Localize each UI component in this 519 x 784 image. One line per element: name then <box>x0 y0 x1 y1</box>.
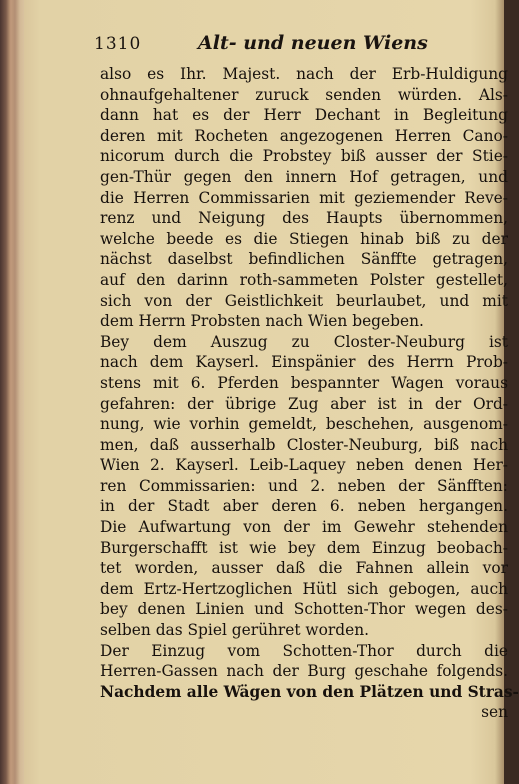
text-line: ren Commissarien: und 2. neben der Sänfften: <box>100 476 508 495</box>
paragraph-first-line: Bey dem Auszug zu Closter-Neuburg ist <box>100 332 508 351</box>
paragraph-last-line: selben das Spiel gerühret worden. <box>100 621 369 640</box>
text-line: gen-Thür gegen den innern Hof getragen, und <box>100 167 508 186</box>
text-line: nach dem Kayserl. Einspänier des Herrn Prob- <box>100 353 508 372</box>
text-line: Burgerschafft ist wie bey dem Einzug beobach- <box>100 538 508 557</box>
text-line: auf den darinn roth-sammeten Polster gestellet, <box>100 270 508 289</box>
text-line: Die Aufwartung von der im Gewehr stehenden <box>100 518 508 537</box>
text-line: bey denen Linien und Schotten-Thor wegen des- <box>100 600 508 619</box>
body-text <box>100 64 519 723</box>
text-line: in der Stadt aber deren 6. neben hergangen. <box>100 497 508 516</box>
text-line: gefahren: der übrige Zug aber ist in der Ord- <box>100 394 508 413</box>
page-gutter-edge <box>10 0 24 784</box>
text-line: dem Ertz-Hertzoglichen Hütl sich gebogen, auch <box>100 579 508 598</box>
text-line: stens mit 6. Pferden bespannter Wagen voraus <box>100 373 508 392</box>
text-line: also es Ihr. Majest. nach der Erb-Huldigung <box>100 65 508 83</box>
text-line: dann hat es der Herr Dechant in Begleitung <box>100 106 508 125</box>
paragraph-last-line: dem Herrn Probsten nach Wien begeben. <box>100 312 424 331</box>
text-line: deren mit Rocheten angezogenen Herren Cano- <box>100 126 508 145</box>
text-line: die Herren Commissarien mit geziemender Reve- <box>100 188 508 207</box>
text-line: men, daß ausserhalb Closter-Neuburg, biß nach <box>100 435 508 454</box>
text-line: sich von der Geistlichkeit beurlaubet, und mit <box>100 291 508 310</box>
page-number: 1310 <box>94 34 142 54</box>
page-header <box>94 30 504 60</box>
text-line: tet worden, ausser daß die Fahnen allein vor <box>100 559 508 578</box>
text-line: Herren-Gassen nach der Burg geschahe folgends. <box>100 662 508 681</box>
text-line: renz und Neigung des Haupts übernommen, <box>100 209 508 228</box>
text-line: nicorum durch die Probstey biß ausser der Stie- <box>100 147 508 166</box>
running-title: Alt- und neuen Wiens <box>198 32 428 54</box>
text-line: nächst daselbst befindlichen Sänffte getragen, <box>100 250 508 269</box>
paragraph-first-line: Der Einzug vom Schotten-Thor durch die <box>100 641 508 660</box>
text-line: ohnaufgehaltener zuruck senden würden. Als- <box>100 85 508 104</box>
text-line: Wien 2. Kayserl. Leib-Laquey neben denen Her- <box>100 456 508 475</box>
text-line: Nachdem alle Wägen von den Plätzen und Stras- <box>100 682 519 701</box>
text-line: welche beede es die Stiegen hinab biß zu der <box>100 229 508 248</box>
text-line: nung, wie vorhin gemeldt, beschehen, ausgenom- <box>100 415 508 434</box>
book-page <box>24 0 519 784</box>
catchword: sen <box>481 703 508 722</box>
